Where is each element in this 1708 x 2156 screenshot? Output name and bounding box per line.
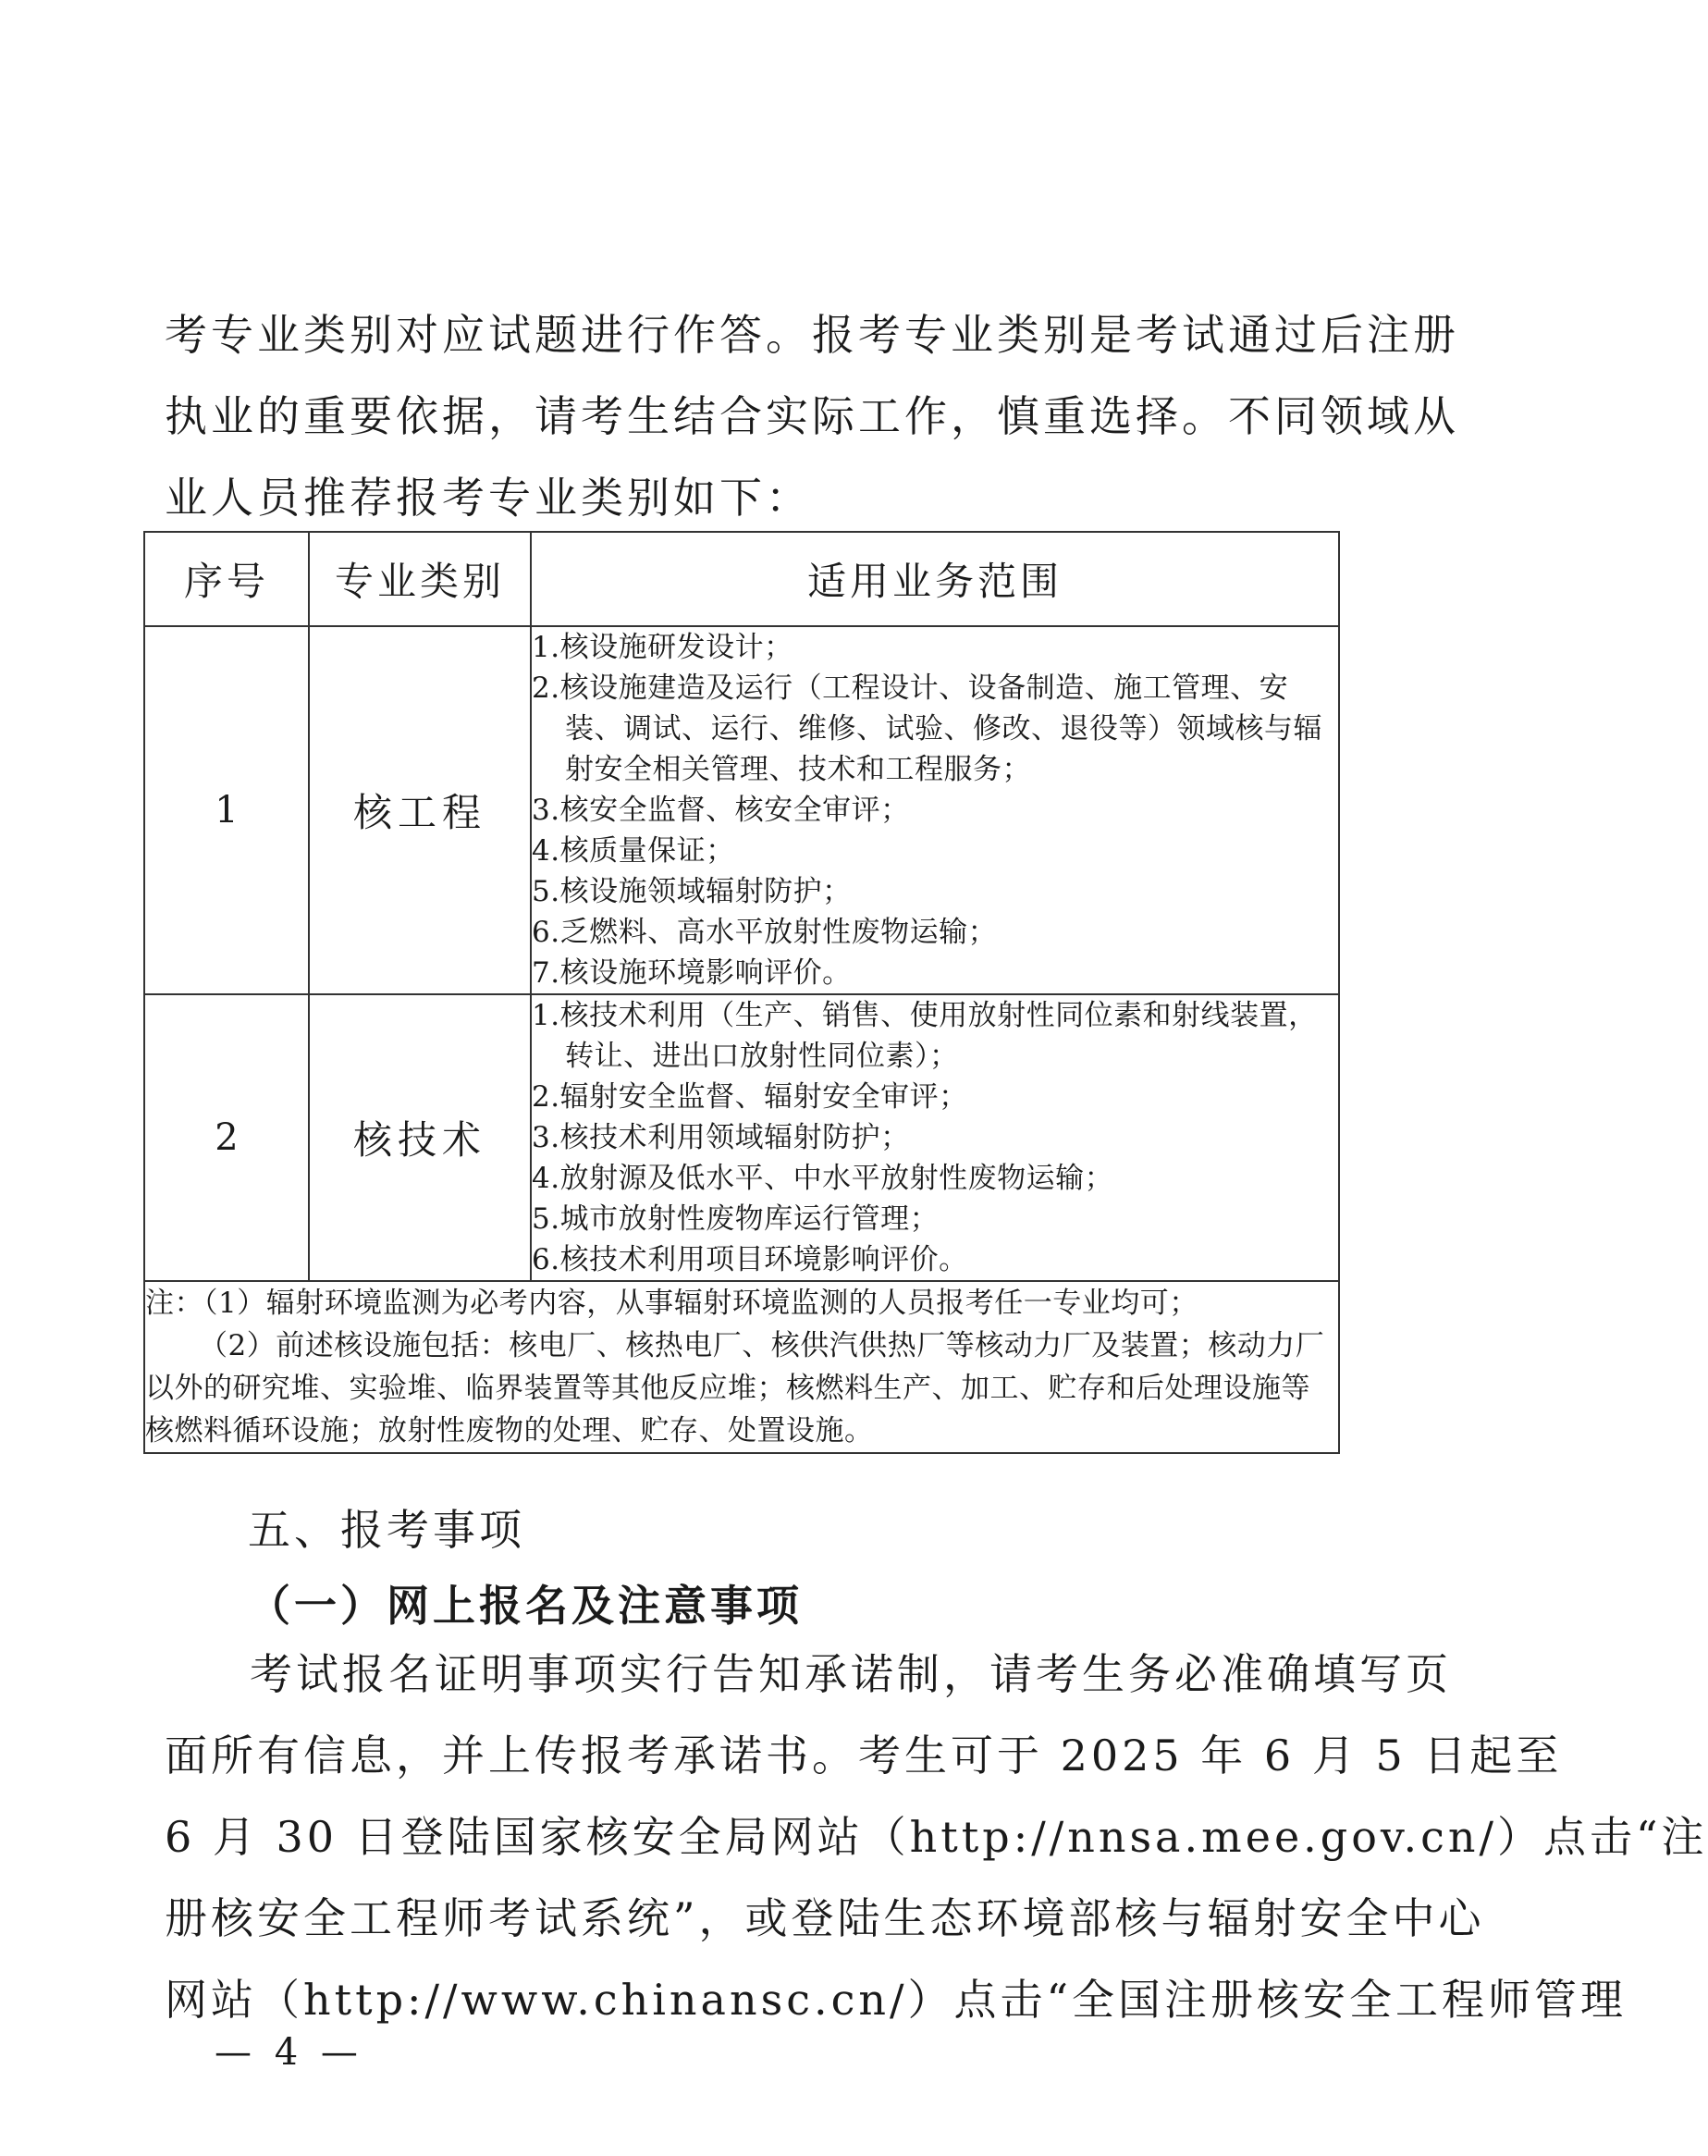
note-line-1: 注：（1）辐射环境监测为必考内容，从事辐射环境监测的人员报考任一专业均可； bbox=[145, 1287, 1198, 1320]
scope-item: 2.核设施建造及运行（工程设计、设备制造、施工管理、安装、调试、运行、维修、试验、修改、退役等）领域核与辐射安全相关管理、技术和工程服务； bbox=[532, 671, 1322, 786]
scope-item: 4.核质量保证； bbox=[532, 834, 735, 868]
header-category: 专业类别 bbox=[309, 532, 531, 626]
row-scope bbox=[531, 626, 1339, 994]
specialty-table bbox=[143, 531, 1340, 1454]
intro-line: 业人员推荐报考专业类别如下： bbox=[165, 473, 812, 523]
scope-item: 3.核技术利用领域辐射防护； bbox=[532, 1121, 910, 1154]
scope-item: 5.核设施领域辐射防护； bbox=[532, 875, 852, 908]
note-line-2: （2）前述核设施包括：核电厂、核热电厂、核供汽供热厂等核动力厂及装置；核动力厂以外的研究堆、实验堆、临界装置等其他反应堆；核燃料生产、加工、贮存和后处理设施等核燃料循环设施；放射性废物的处理、贮存、处置设施。 bbox=[145, 1329, 1325, 1448]
section-subtitle: （一）网上报名及注意事项 bbox=[248, 1581, 803, 1631]
scope-item: 6.核技术利用项目环境影响评价。 bbox=[532, 1243, 968, 1276]
scope-item: 4.放射源及低水平、中水平放射性废物运输； bbox=[532, 1162, 1114, 1195]
scope-item: 1.核技术利用（生产、销售、使用放射性同位素和射线装置，转让、进出口放射性同位素）； bbox=[532, 999, 1318, 1073]
table-note-row bbox=[144, 1281, 1339, 1453]
page-number: — 4 — bbox=[215, 2031, 363, 2074]
section-title: 五、报考事项 bbox=[248, 1505, 525, 1555]
row-number: 2 bbox=[144, 994, 309, 1281]
intro-paragraph bbox=[165, 294, 1459, 538]
row-category: 核技术 bbox=[309, 994, 531, 1281]
table-row bbox=[144, 626, 1339, 994]
body-paragraph bbox=[165, 1633, 1708, 2040]
body-line: 考试报名证明事项实行告知承诺制，请考生务必准确填写页 bbox=[250, 1649, 1452, 1699]
intro-line: 执业的重要依据，请考生结合实际工作，慎重选择。不同领域从 bbox=[165, 391, 1459, 441]
header-scope: 适用业务范围 bbox=[531, 532, 1339, 626]
body-line: 册核安全工程师考试系统”，或登陆生态环境部核与辐射安全中心 bbox=[165, 1893, 1485, 1943]
row-category: 核工程 bbox=[309, 626, 531, 994]
scope-item: 7.核设施环境影响评价。 bbox=[532, 956, 852, 990]
intro-line: 考专业类别对应试题进行作答。报考专业类别是考试通过后注册 bbox=[165, 310, 1459, 360]
table-row bbox=[144, 994, 1339, 1281]
table-header-row bbox=[144, 532, 1339, 626]
scope-item: 1.核设施研发设计； bbox=[532, 631, 793, 664]
scope-item: 5.城市放射性废物库运行管理； bbox=[532, 1202, 940, 1236]
row-scope bbox=[531, 994, 1339, 1281]
scope-item: 6.乏燃料、高水平放射性废物运输； bbox=[532, 916, 998, 949]
header-no: 序号 bbox=[144, 532, 309, 626]
table-note bbox=[144, 1281, 1339, 1453]
scope-item: 3.核安全监督、核安全审评； bbox=[532, 794, 910, 827]
body-line: 网站（http://www.chinansc.cn/）点击“全国注册核安全工程师管理 bbox=[165, 1975, 1627, 2025]
row-number: 1 bbox=[144, 626, 309, 994]
scope-item: 2.辐射安全监督、辐射安全审评； bbox=[532, 1080, 968, 1114]
body-line: 6 月 30 日登陆国家核安全局网站（http://nnsa.mee.gov.cn/）点击“注 bbox=[165, 1812, 1708, 1862]
body-line: 面所有信息，并上传报考承诺书。考生可于 2025 年 6 月 5 日起至 bbox=[165, 1731, 1563, 1780]
